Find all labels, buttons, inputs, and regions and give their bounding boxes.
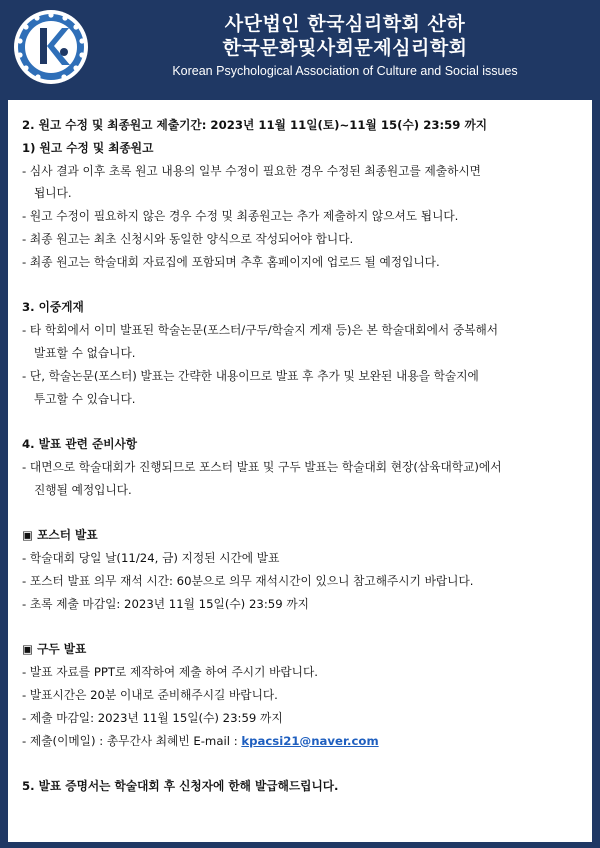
list-item: - 발표 자료를 PPT로 제작하여 제출 하여 주시기 바랍니다. [22, 665, 318, 680]
header [0, 0, 600, 96]
list-item: 진행될 예정입니다. [34, 482, 132, 497]
header-text [90, 12, 600, 81]
section-5-heading: 5. 발표 증명서는 학술대회 후 신청자에 한해 발급해드립니다. [22, 779, 339, 794]
list-item: - 학술대회 당일 날(11/24, 금) 지정된 시간에 발표 [22, 551, 280, 566]
email-prefix: - 제출(이메일) : 총무간사 최혜빈 E-mail : [22, 733, 242, 748]
list-item: - 최종 원고는 학술대회 자료집에 포함되며 추후 홈페이지에 업로드 될 예정입니다. [22, 254, 440, 269]
email-line [22, 730, 592, 753]
list-item: - 타 학회에서 이미 발표된 학술논문(포스터/구두/학술지 게재 등)은 본 학술대회에서 중복해서 [22, 323, 499, 338]
list-item: - 발표시간은 20분 이내로 준비해주시길 바랍니다. [22, 687, 278, 702]
list-item: - 최종 원고는 최초 신청시와 동일한 양식으로 작성되어야 합니다. [22, 231, 354, 246]
list-item: 됩니다. [34, 186, 72, 201]
list-item: - 원고 수정이 필요하지 않은 경우 수정 및 최종원고는 추가 제출하지 않으셔도 됩니다. [22, 209, 459, 224]
section-2-heading: 2. 원고 수정 및 최종원고 제출기간: 2023년 11월 11일(토)~11월 15(수) 23:59 까지 [22, 118, 488, 132]
kpacsi-logo-icon [12, 8, 90, 86]
poster-heading: ▣ 포스터 발표 [22, 528, 98, 543]
email-link[interactable]: kpacsi21@naver.com [241, 733, 379, 748]
list-item: - 제출 마감일: 2023년 11월 15일(수) 23:59 까지 [22, 710, 283, 725]
header-title-line1: 사단법인 한국심리학회 산하 [224, 13, 466, 35]
header-title-english: Korean Psychological Association of Culture and Social issues [172, 64, 518, 78]
list-item: - 초록 제출 마감일: 2023년 11월 15일(수) 23:59 까지 [22, 596, 309, 611]
list-item: - 단, 학술논문(포스터) 발표는 간략한 내용이므로 발표 후 추가 및 보완된 내용을 학술지에 [22, 368, 479, 383]
notice-body [8, 100, 592, 842]
list-item: 투고할 수 있습니다. [34, 391, 136, 406]
list-item: - 대면으로 학술대회가 진행되므로 포스터 발표 및 구두 발표는 학술대회 현장(삼육대학교)에서 [22, 459, 502, 474]
section-4-heading: 4. 발표 관련 준비사항 [22, 437, 138, 452]
list-item: - 포스터 발표 의무 재석 시간: 60분으로 의무 재석시간이 있으니 참고해주시기 바랍니다. [22, 573, 474, 588]
oral-heading: ▣ 구두 발표 [22, 642, 87, 657]
list-item: 발표할 수 없습니다. [34, 345, 136, 360]
section-3-heading: 3. 이중게재 [22, 300, 84, 315]
header-title-line2: 한국문화및사회문제심리학회 [222, 37, 468, 59]
section-2-subheading: 1) 원고 수정 및 최종원고 [22, 140, 154, 155]
list-item: - 심사 결과 이후 초록 원고 내용의 일부 수정이 필요한 경우 수정된 최종원고를 제출하시면 [22, 163, 481, 178]
